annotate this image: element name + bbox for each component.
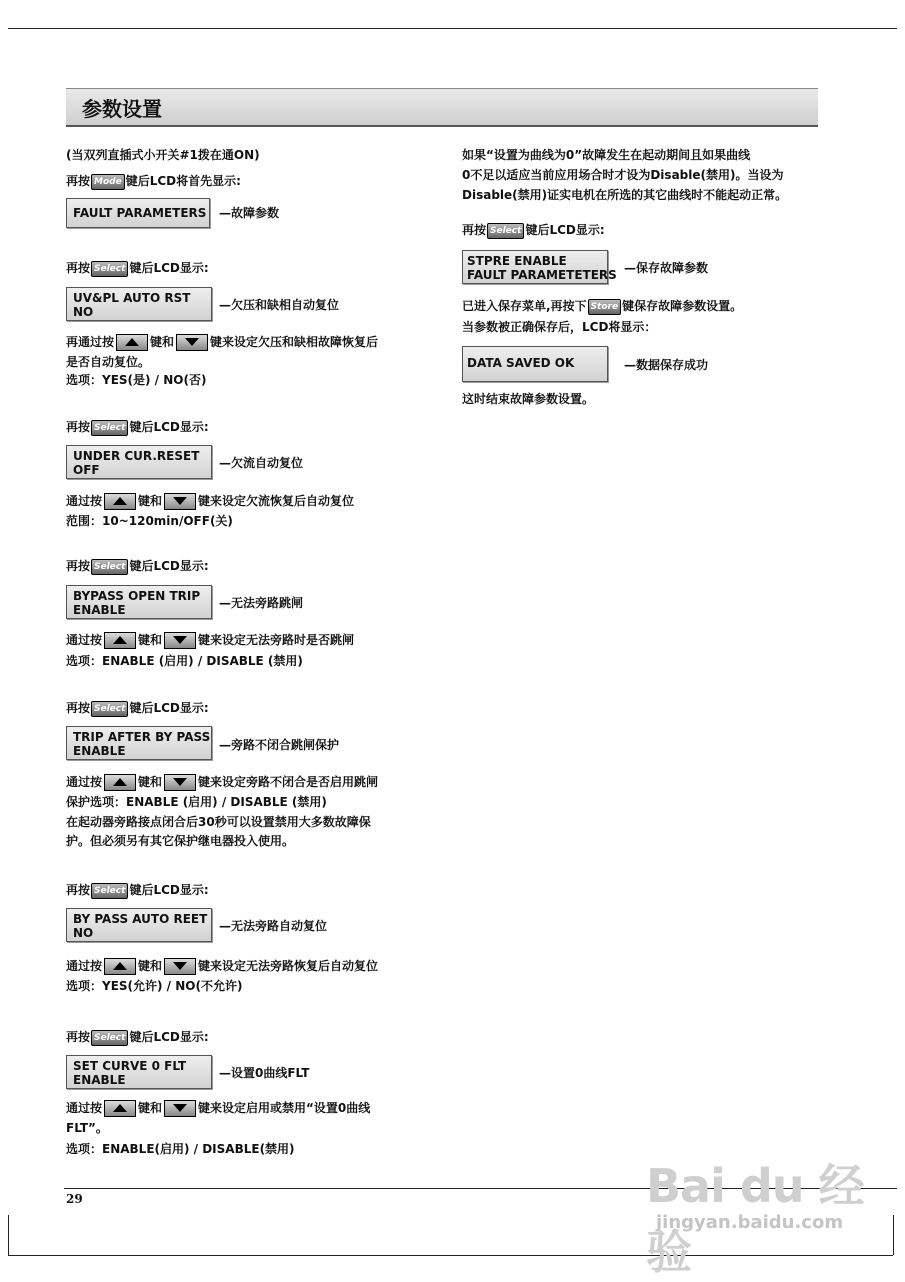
select-key-icon: Select	[91, 420, 128, 436]
lcd-bypass-auto-reet: BY PASS AUTO REET NO	[66, 908, 212, 942]
page-title: 参数设置	[82, 97, 162, 121]
up-arrow-key-icon	[104, 493, 136, 510]
down-arrow-key-icon	[176, 334, 208, 351]
down-arrow-key-icon	[164, 632, 196, 649]
press-select-line: 再按 Select 键后LCD显示:	[66, 261, 209, 275]
instruction-line: 通过按 键和 键来设定启用或禁用“设置0曲线	[66, 1101, 371, 1115]
lcd-set-curve-0-flt: SET CURVE 0 FLT ENABLE	[66, 1055, 212, 1089]
press-select-line: 再按 Select 键后LCD显示:	[462, 223, 605, 237]
press-select-line: 再按 Select 键后LCD显示:	[66, 559, 209, 573]
desc-bypass-auto-reet: —无法旁路自动复位	[219, 919, 328, 933]
intro-note: (当双列直插式小开关#1拨在通ON)	[66, 148, 260, 162]
paragraph: 如果“设置为曲线为0”故障发生在起动期间且如果曲线	[462, 148, 751, 162]
down-arrow-key-icon	[164, 1100, 196, 1117]
select-key-icon: Select	[91, 261, 128, 277]
up-arrow-key-icon	[104, 774, 136, 791]
paragraph: 当参数被正确保存后，LCD将显示：	[462, 320, 657, 334]
select-key-icon: Select	[91, 559, 128, 575]
watermark-logo: Bai du 经验	[646, 1159, 864, 1279]
up-arrow-key-icon	[104, 632, 136, 649]
options-line: 保护选项：ENABLE (启用) / DISABLE (禁用)	[66, 795, 327, 809]
options-line: 选项：YES(是) / NO(否)	[66, 373, 207, 387]
lcd-store-enable: STPRE ENABLE FAULT PARAMETETERS	[462, 250, 608, 284]
paragraph: 在起动器旁路接点闭合后30秒可以设置禁用大多数故障保	[66, 815, 371, 829]
paragraph: 这时结束故障参数设置。	[462, 392, 595, 406]
press-select-line: 再按 Select 键后LCD显示:	[66, 1030, 209, 1044]
select-key-icon: Select	[91, 701, 128, 717]
paragraph: FLT”。	[66, 1121, 108, 1135]
paragraph: 护。但必须另有其它保护继电器投入使用。	[66, 834, 295, 848]
instruction-line: 再通过按 键和 键来设定欠压和缺相故障恢复后	[66, 335, 379, 349]
paragraph: 是否自动复位。	[66, 355, 151, 369]
lcd-trip-after-bypass: TRIP AFTER BY PASS ENABLE	[66, 726, 212, 760]
section-title-bar	[66, 88, 818, 127]
options-line: 选项：YES(允许) / NO(不允许)	[66, 979, 243, 993]
select-key-icon: Select	[91, 1030, 128, 1046]
press-select-line: 再按 Select 键后LCD显示:	[66, 701, 209, 715]
up-arrow-key-icon	[104, 958, 136, 975]
options-line: 选项：ENABLE (启用) / DISABLE (禁用)	[66, 654, 303, 668]
store-key-icon: Store	[588, 299, 622, 315]
desc-store-fault-parameters: —保存故障参数	[624, 261, 709, 275]
desc-bypass-open-trip: —无法旁路跳闸	[219, 596, 304, 610]
desc-set-curve-0-flt: —设置0曲线FLT	[219, 1066, 310, 1080]
baidu-watermark	[646, 1140, 896, 1279]
mode-key-icon: Mode	[91, 174, 125, 190]
desc-trip-after-bypass: —旁路不闭合跳闸保护	[219, 738, 340, 752]
desc-under-cur: —欠流自动复位	[219, 456, 304, 470]
page-number: 29	[66, 1192, 83, 1206]
select-key-icon: Select	[487, 223, 524, 239]
desc-uv-pl: —欠压和缺相自动复位	[219, 298, 340, 312]
lcd-bypass-open-trip: BYPASS OPEN TRIP ENABLE	[66, 585, 212, 619]
lcd-uv-pl-auto-rst: UV&PL AUTO RST NO	[66, 287, 212, 321]
store-instruction-line: 已进入保存菜单,再按下 Store 键保存故障参数设置。	[462, 299, 743, 313]
down-arrow-key-icon	[164, 493, 196, 510]
instruction-line: 通过按 键和 键来设定无法旁路恢复后自动复位	[66, 959, 379, 973]
paragraph: Disable(禁用)证实电机在所选的其它曲线时不能起动正常。	[462, 188, 788, 202]
top-rule	[8, 28, 897, 29]
frame-line-left	[8, 1215, 9, 1255]
select-key-icon: Select	[91, 883, 128, 899]
up-arrow-key-icon	[104, 1100, 136, 1117]
options-line: 选项：ENABLE(启用) / DISABLE(禁用)	[66, 1142, 295, 1156]
press-select-line: 再按 Select 键后LCD显示:	[66, 420, 209, 434]
instruction-line: 通过按 键和 键来设定欠流恢复后自动复位	[66, 494, 355, 508]
lcd-data-saved-ok: DATA SAVED OK	[462, 346, 608, 382]
desc-fault-parameters: —故障参数	[219, 206, 280, 220]
paragraph: 0不足以适应当前应用场合时才设为Disable(禁用)。当设为	[462, 168, 784, 182]
desc-data-saved-ok: —数据保存成功	[624, 358, 709, 372]
down-arrow-key-icon	[164, 774, 196, 791]
watermark-url: jingyan.baidu.com	[656, 1212, 844, 1233]
instruction-line: 通过按 键和 键来设定旁路不闭合是否启用跳闸	[66, 775, 379, 789]
up-arrow-key-icon	[116, 334, 148, 351]
lcd-under-cur-reset: UNDER CUR.RESET OFF	[66, 445, 212, 479]
range-line: 范围：10~120min/OFF(关)	[66, 514, 233, 528]
press-select-line: 再按 Select 键后LCD显示:	[66, 883, 209, 897]
lcd-fault-parameters: FAULT PARAMETERS	[66, 198, 210, 228]
press-mode-line: 再按 Mode 键后LCD将首先显示:	[66, 174, 241, 188]
instruction-line: 通过按 键和 键来设定无法旁路时是否跳闸	[66, 633, 355, 647]
down-arrow-key-icon	[164, 958, 196, 975]
